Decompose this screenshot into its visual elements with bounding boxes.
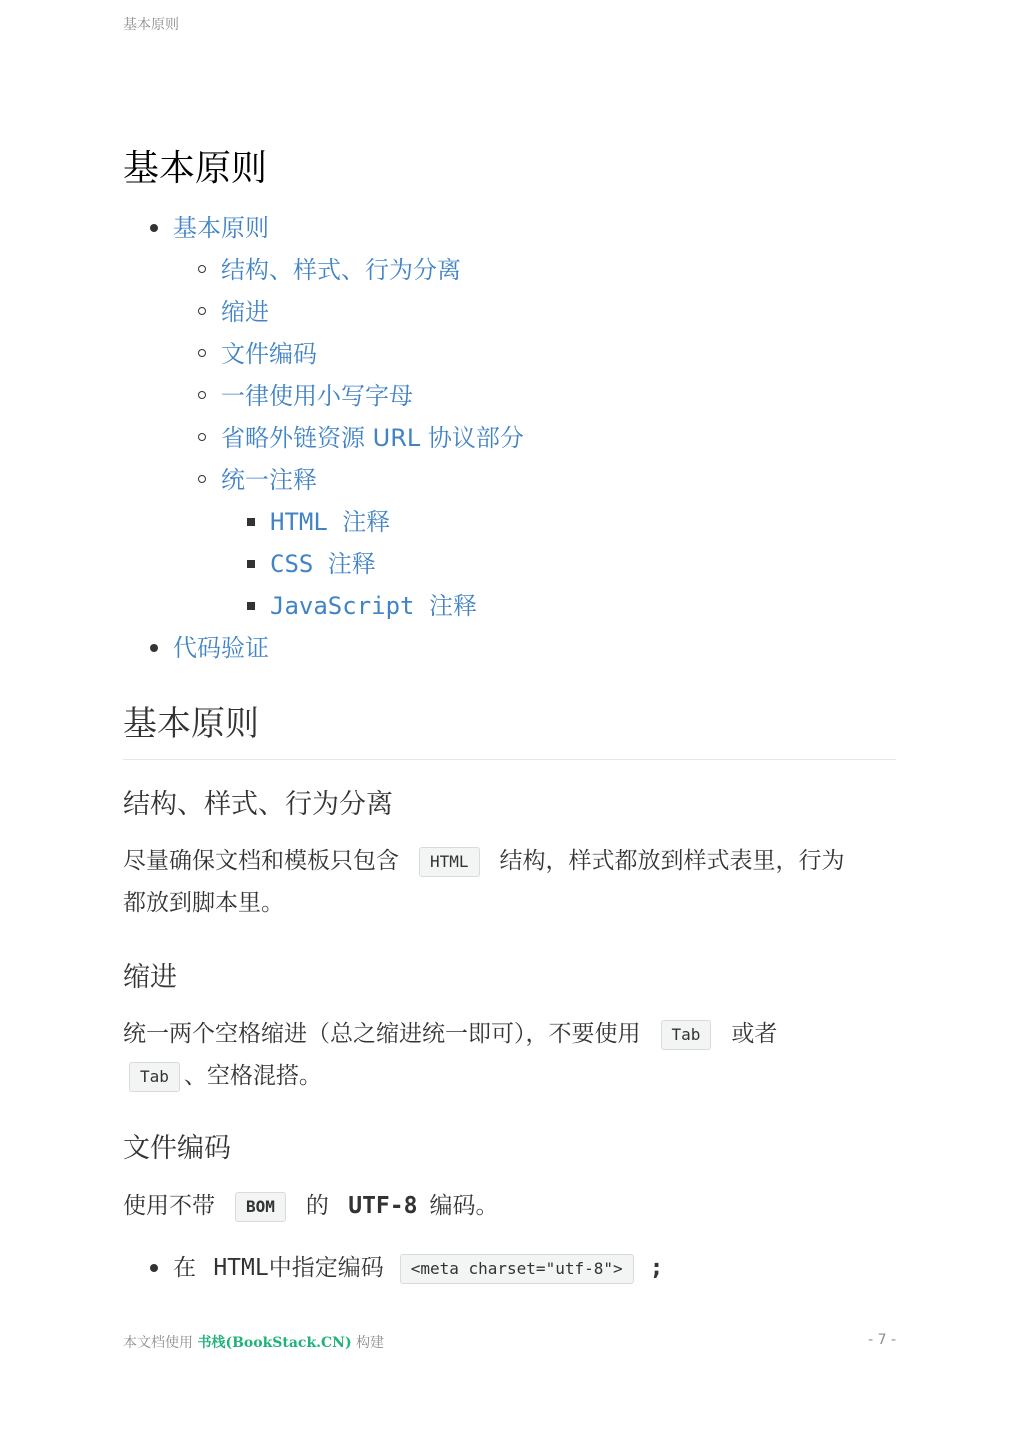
page-title: 基本原则	[123, 148, 268, 189]
inline-code: BOM	[235, 1192, 286, 1222]
toc-link-js-comments[interactable]: JavaScript 注释	[270, 592, 477, 620]
text: 尽量确保文档和模板只包含	[123, 848, 399, 874]
text: 编码。	[429, 1193, 499, 1219]
bullet-circle-icon	[198, 265, 206, 273]
toc-item	[173, 208, 269, 248]
toc-item	[221, 292, 269, 332]
text: ;	[649, 1255, 664, 1281]
bullet-disc-icon	[150, 224, 158, 232]
text: 结构，样式都放到样式表里，行为	[499, 848, 845, 874]
bullet-circle-icon	[198, 349, 206, 357]
text: 统一两个空格缩进（总之缩进统一即可），不要使用	[123, 1021, 641, 1047]
paragraph-separation	[123, 840, 896, 924]
page-number: - 7 -	[868, 1332, 896, 1348]
heading-separation: 结构、样式、行为分离	[123, 789, 393, 820]
toc-item	[221, 376, 413, 416]
section-title: 基本原则	[123, 696, 896, 760]
bold-text: UTF-8	[348, 1193, 418, 1219]
paragraph-encoding	[123, 1185, 896, 1227]
toc-item	[221, 460, 317, 500]
toc-item	[173, 628, 269, 668]
toc-item	[221, 418, 524, 458]
bullet-circle-icon	[198, 475, 206, 483]
text: 都放到脚本里。	[123, 890, 284, 916]
bullet-circle-icon	[198, 307, 206, 315]
toc-item	[221, 334, 317, 374]
heading-indent: 缩进	[123, 962, 177, 993]
inline-code: HTML	[419, 847, 480, 877]
heading-encoding: 文件编码	[123, 1133, 231, 1164]
footer-text: 构建	[356, 1335, 385, 1351]
bullet-disc-icon	[150, 644, 158, 652]
toc-item	[270, 502, 390, 542]
inline-code: Tab	[129, 1062, 180, 1092]
text: 的	[305, 1193, 329, 1219]
list-item	[173, 1248, 663, 1288]
text: 在	[173, 1255, 196, 1281]
toc-item	[221, 250, 461, 290]
toc-link-indent[interactable]: 缩进	[221, 298, 269, 326]
toc-link-comments[interactable]: 统一注释	[221, 466, 317, 494]
toc-link-html-comments[interactable]: HTML 注释	[270, 508, 391, 536]
bullet-square-icon	[247, 518, 255, 526]
toc-link-basic-principles[interactable]: 基本原则	[173, 214, 269, 242]
bullet-circle-icon	[198, 391, 206, 399]
footer-text: 本文档使用	[123, 1335, 193, 1351]
text: 使用不带	[123, 1193, 215, 1219]
text: 或者	[731, 1021, 778, 1047]
toc-link-lowercase[interactable]: 一律使用小写字母	[221, 382, 413, 410]
toc-link-omit-protocol[interactable]: 省略外链资源 URL 协议部分	[221, 424, 524, 452]
paragraph-indent	[123, 1013, 896, 1097]
bullet-square-icon	[247, 560, 255, 568]
toc-link-separation[interactable]: 结构、样式、行为分离	[221, 256, 461, 284]
toc-link-validation[interactable]: 代码验证	[173, 634, 269, 662]
toc-item	[270, 544, 376, 584]
running-header: 基本原则	[123, 17, 179, 33]
bullet-disc-icon	[150, 1264, 158, 1272]
text: HTML中指定编码	[213, 1255, 384, 1281]
bullet-circle-icon	[198, 433, 206, 441]
toc-item	[270, 586, 477, 626]
bullet-square-icon	[247, 602, 255, 610]
text: 、空格混搭。	[183, 1063, 322, 1089]
toc-link-encoding[interactable]: 文件编码	[221, 340, 317, 368]
footer	[123, 1332, 384, 1352]
toc-link-css-comments[interactable]: CSS 注释	[270, 550, 376, 578]
inline-code: Tab	[661, 1020, 712, 1050]
inline-code: <meta charset="utf-8">	[400, 1254, 634, 1284]
brand-link[interactable]: 书栈(BookStack.CN)	[197, 1335, 352, 1351]
